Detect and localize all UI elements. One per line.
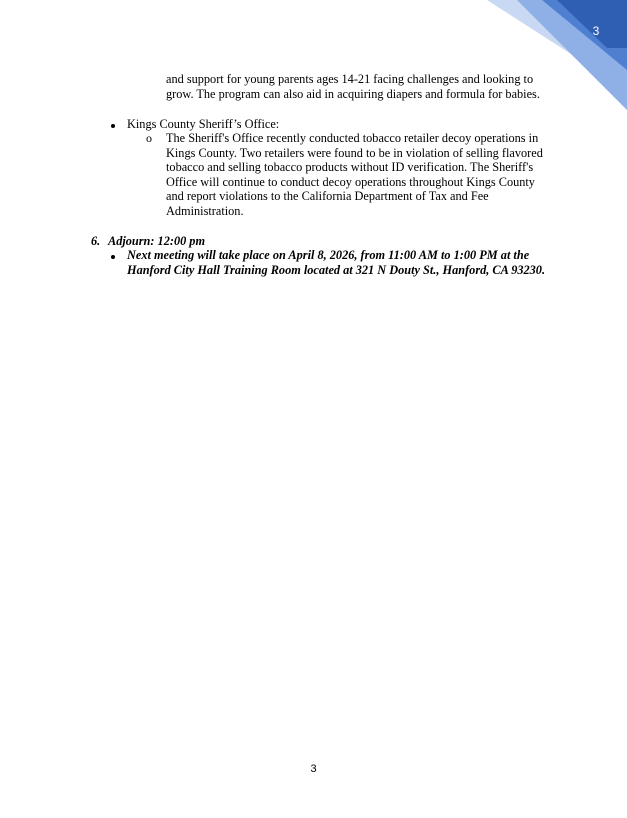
sheriff-line: tobacco and selling tobacco products without ID verification. The Sheriff's: [166, 160, 534, 175]
next-meeting-line: Next meeting will take place on April 8, 2026, from 11:00 AM to 1:00 PM at the: [127, 248, 530, 262]
bullet-icon: [111, 255, 115, 259]
sheriff-item-paragraph: [166, 131, 543, 219]
adjourn-heading: Adjourn: 12:00 pm: [108, 234, 206, 248]
sheriff-line: Kings County. Two retailers were found to be in violation of selling flavored: [166, 145, 543, 160]
continuation-line: grow. The program can also aid in acquiring diapers and formula for babies.: [166, 86, 540, 101]
sheriff-line: Office will continue to conduct decoy operations throughout Kings County: [166, 174, 535, 189]
next-meeting-line: Hanford City Hall Training Room located at 321 N Douty St., Hanford, CA 93230.: [127, 263, 546, 277]
continuation-paragraph: [166, 72, 540, 101]
corner-page-number: 3: [592, 24, 600, 38]
bullet-icon: [111, 124, 115, 128]
continuation-line: and support for young parents ages 14-21 facing challenges and looking to: [166, 72, 534, 86]
footer-page-number: 3: [310, 763, 317, 775]
sub-bullet-icon: o: [146, 131, 152, 145]
sheriff-line: Administration.: [166, 203, 244, 218]
sheriff-line: The Sheriff's Office recently conducted tobacco retailer decoy operations in: [166, 131, 539, 145]
sheriff-item-label: Kings County Sheriff’s Office:: [127, 117, 280, 131]
sheriff-line: and report violations to the California Department of Tax and Fee: [166, 189, 489, 204]
next-meeting-paragraph: [127, 248, 545, 278]
adjourn-number: 6.: [91, 234, 101, 248]
